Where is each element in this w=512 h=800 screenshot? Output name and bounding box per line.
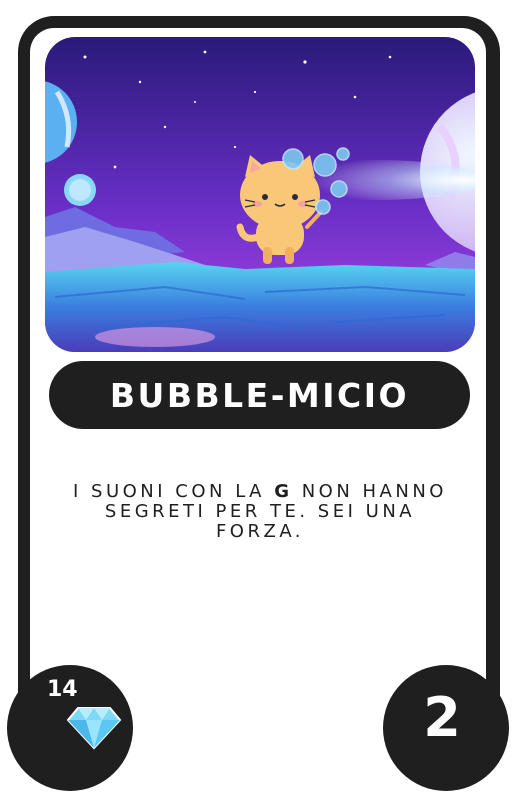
card-title: BUBBLE-MICIO (109, 375, 410, 415)
card-description (60, 482, 460, 542)
description-text-after: NON HANNO SEGRETI PER TE. SEI UNA FORZA. (104, 481, 447, 542)
pink-crystals (95, 327, 215, 347)
description-highlight: G (274, 481, 293, 502)
card-value: 2 (423, 686, 461, 749)
title-banner (49, 361, 470, 429)
card-illustration (45, 37, 475, 352)
diamond-icon (66, 702, 122, 750)
description-text-before: I SUONI CON LA (73, 481, 275, 502)
cost-value: 14 (47, 677, 78, 702)
